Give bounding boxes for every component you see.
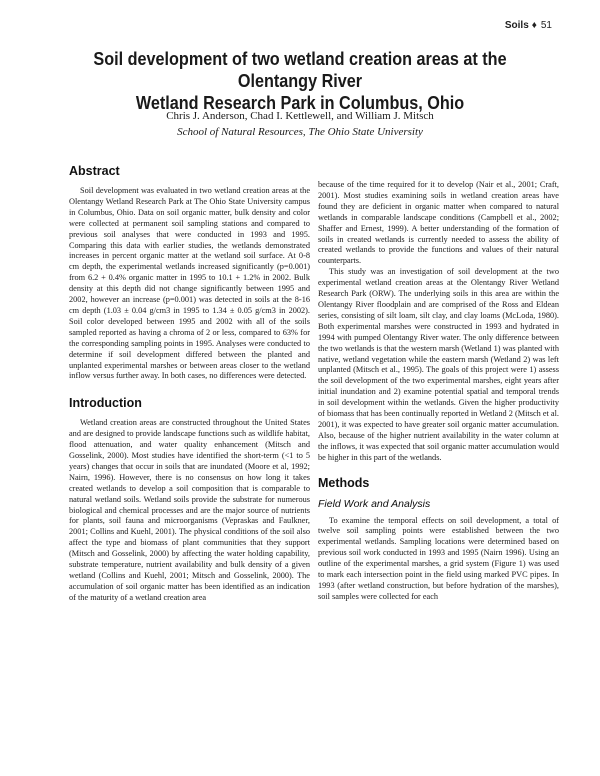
introduction-paragraph-1: Wetland creation areas are constructed throughout the United States and are designed to provide landscape functions such as wildlife habitat, flood attenuation, and water quality enhancement (Mitsch and Gosselink, 2000). Most studies have identified the short-term (<1 to 5 years) changes that occur in soils that are inundated (Moore et al, 1992; Nairn, 1996). However, there is no consensus on how long it takes created wetlands to develop a soil composition that is comparable to natural wetland soils. Wetland soils provide the substrate for numerous biological and chemical processes and are the major source of nutrients for plants, soil fauna and microorganisms (Vepraskas and Faulkner, 2001; Collins and Kuehl, 2001). The physical conditions of the soil also affect the type and biomass of plant communities that they support (Mitsch and Gosselink, 2000) by affecting the water holding capability, substrate temperature, nutrient availability and bulk density of a given wetland (Collins and Kuehl, 2001; Mitsch and Gosselink, 2000). The accumulation of soil organic matter has been identified as an indication of the maturity of a wetland creation area: [69, 418, 310, 602]
right-column: [318, 180, 559, 603]
author-list: Chris J. Anderson, Chad I. Kettlewell, and William J. Mitsch: [166, 110, 434, 122]
abstract-paragraph: Soil development was evaluated in two wetland creation areas at the Olentangy Wetland Research Park at The Ohio State University campus in Columbus, Ohio. Data on soil organic matter, bulk density and color were collected at permanent soil sampling stations and compared to previous soil analyses that were conducted in 1993 and 1995. Comparing this data with earlier studies, the wetlands demonstrated increases in percent organic matter at the wetland soil surface. At 0-8 cm depth, the experimental wetlands increased significantly (p=0.001) from 6.2 + 0.4% organic matter in 1995 to 10.1 + 1.2% in 2002. Bulk density at this depth did not change significantly between 1995 and 2002, however an increase (p=0.001) was detected in soils at the 8-16 cm depth (1.03 ± 0.04 g/cm3 in 1995 to 1.34 ± 0.05 g/cm3 in 2002). Soil color developed between 1995 and 2002 with all of the soils sampled reported as having a chroma of 2 or less, compared to 63% for the corresponding sampling points in 1995. Analyses were conducted to determine if soil development differed between the planted and unplanted experimental marshes or between areas closer to the wetland inflow versus further away. In both cases, no differences were detected.: [69, 186, 310, 381]
running-head-section: Soils: [504, 20, 529, 31]
diamond-bullet-icon: ♦: [531, 20, 537, 31]
left-column: [69, 164, 310, 604]
title-line-2: Wetland Research Park in Columbus, Ohio: [135, 93, 465, 113]
title-line-1: Soil development of two wetland creation areas at the Olentangy River: [93, 49, 507, 91]
running-head: [505, 20, 552, 31]
field-work-subheading: Field Work and Analysis: [318, 497, 431, 510]
article-title: [70, 48, 531, 114]
introduction-paragraph-2: This study was an investigation of soil development at the two experimental wetland creation areas at the Olentangy River Wetland Research Park (ORW). The underlying soils in this area are within the Olentangy River floodplain and are comprised of the Ross and Eldean series, consisting of silt loam, silt clay, and clay loams (McLoda, 1980). Both experimental marshes were constructed in 1993 and hydrated in 1994 with pumped Olentangy River water. The only difference between the two wetlands is that the western marsh (Wetland 1) was planted with native, wetland vegetation while the eastern marsh (Wetland 2) was left unplanted (Mitsch et al., 1995). The goals of this project were 1) assess the soil development of the two experimental marshes, eight years after initial inundation and 2) examine potential spatial and temporal trends in soil development within the wetlands. Given the higher productivity of biomass that has been continually reported in Wetland 2 (Mitsch et al. 2001), it was expected to have greater soil organic matter accumulation. Also, because of the higher nutrient availability in the water column at the inflows, it was expected that soil organic matter accumulation would be higher in this part of the wetlands.: [318, 267, 559, 462]
introduction-heading: Introduction: [69, 396, 142, 411]
abstract-heading: Abstract: [69, 164, 120, 178]
introduction-paragraph-1-continued: because of the time required for it to develop (Nair et al., 2001; Craft, 2001). Most studies examining soils in wetland creation areas have found they are deficient in organic matter when compared to natural wetlands in comparable landscape conditions (Campbell et al., 2002; Shaffer and Ernest, 1999). A better understanding of the formation of soils in created wetlands is currently needed to assess the ability of created wetlands to provide the functions and values of their natural counterparts.: [318, 180, 559, 266]
author-affiliation: School of Natural Resources, The Ohio State University: [177, 126, 423, 138]
methods-heading: Methods: [318, 475, 370, 490]
page-number: 51: [540, 20, 552, 31]
methods-paragraph-1: To examine the temporal effects on soil development, a total of twelve soil sampling points were established between the two experimental wetlands. Sampling locations were determined based on previous soil work conducted in 1993 and 1995 (Nairn 1996). Using an outline of the experimental marshes, a grid system (Figure 1) was used to mark each intersection point in the field using marked PVC pipes. In 1993 (after wetland construction, but before hydration of the marshes), soil samples were collected for each: [318, 515, 559, 601]
